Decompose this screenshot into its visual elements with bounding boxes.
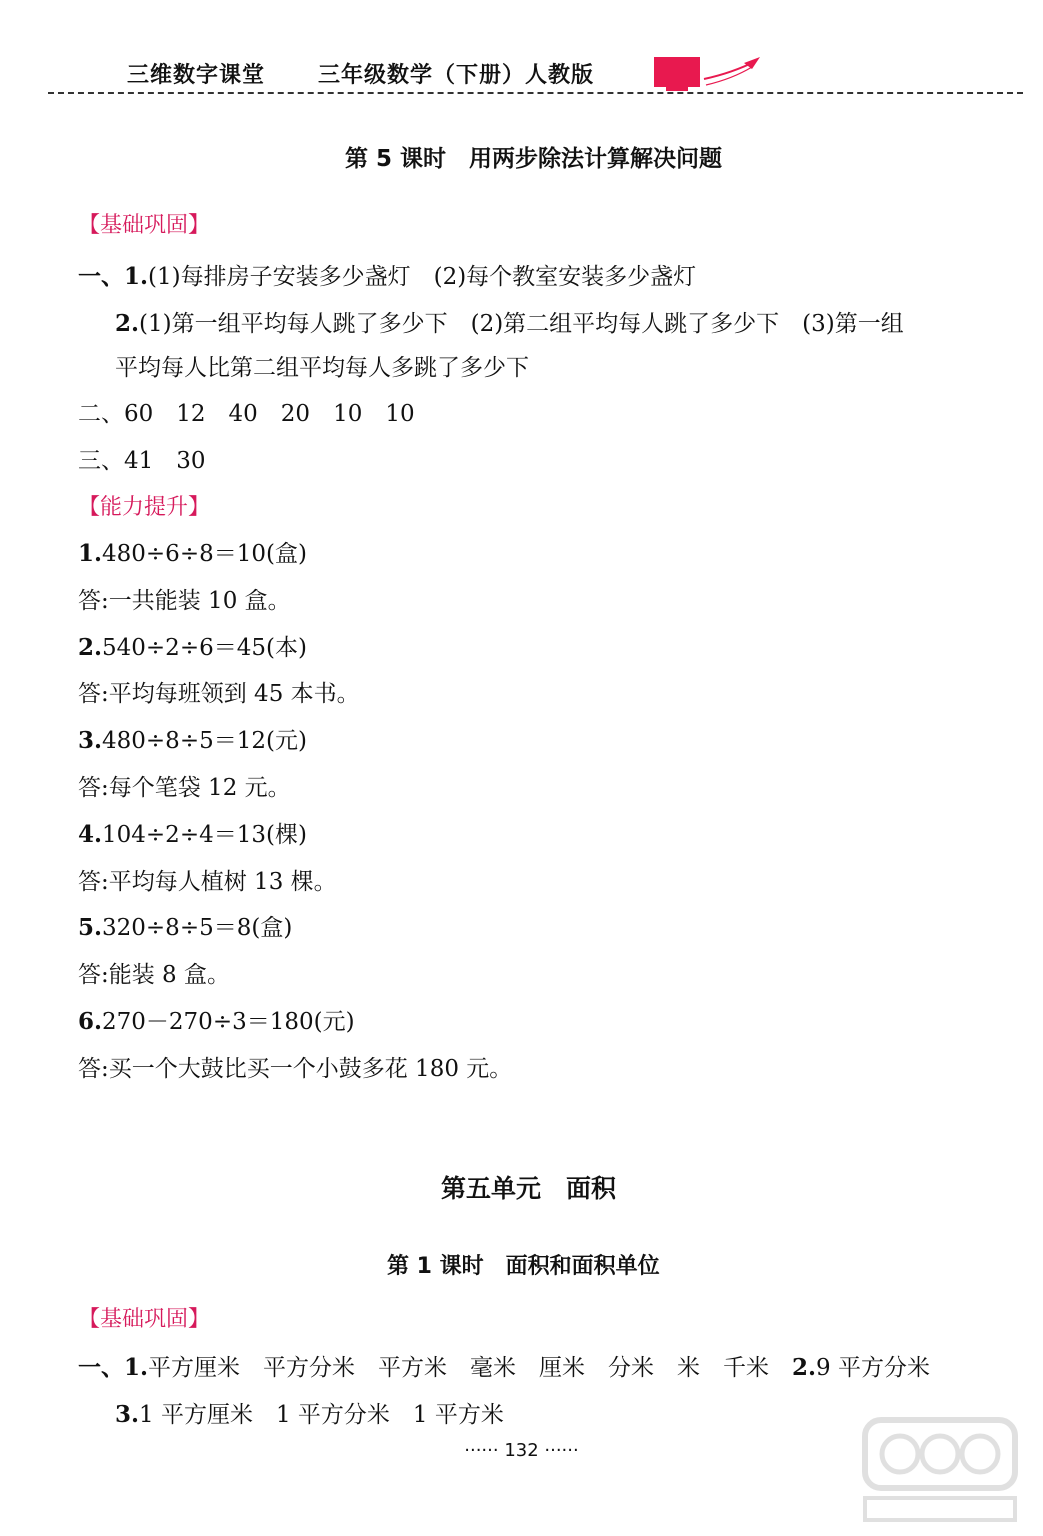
section-ability: 【能力提升】 <box>78 495 211 520</box>
answer-1-1: 一、1.(1)每排房子安装多少盏灯 (2)每个教室安装多少盏灯 <box>78 263 697 290</box>
problem-1-equation: 1.480÷6÷8＝10(盒) <box>78 540 307 567</box>
lesson-title: 第 5 课时 用两步除法计算解决问题 <box>345 146 723 172</box>
problem-2-equation: 2.540÷2÷6＝45(本) <box>78 634 307 661</box>
book-title: 三年级数学（下册）人教版 <box>318 63 595 88</box>
series-title: 三维数字课堂 <box>127 63 266 88</box>
unit-answer-1: 一、1.平方厘米 平方分米 平方米 毫米 厘米 分米 米 千米 2.9 平方分米 <box>78 1354 930 1381</box>
unit-title: 第五单元 面积 <box>441 1174 617 1203</box>
section-basic-2: 【基础巩固】 <box>78 1307 211 1332</box>
problem-6-answer: 答:买一个大鼓比买一个小鼓多花 180 元。 <box>78 1056 513 1082</box>
answer-3: 三、41 30 <box>78 448 206 474</box>
problem-4-equation: 4.104÷2÷4＝13(棵) <box>78 821 307 848</box>
page-header <box>0 0 1043 110</box>
rocket-icon <box>652 55 762 95</box>
answer-2: 二、60 12 40 20 10 10 <box>78 401 415 427</box>
answer-1-2: 2.(1)第一组平均每人跳了多少下 (2)第二组平均每人跳了多少下 (3)第一组 <box>115 310 904 337</box>
problem-6-equation: 6.270－270÷3＝180(元) <box>78 1008 355 1035</box>
problem-5-equation: 5.320÷8÷5＝8(盒) <box>78 914 293 941</box>
watermark-logo <box>855 1410 1025 1528</box>
answer-1-2-cont: 平均每人比第二组平均每人多跳了多少下 <box>115 355 529 381</box>
problem-1-answer: 答:一共能装 10 盒。 <box>78 588 291 614</box>
header-divider <box>48 92 1023 94</box>
section-basic: 【基础巩固】 <box>78 213 211 238</box>
unit-answer-3: 3.1 平方厘米 1 平方分米 1 平方米 <box>115 1401 504 1428</box>
problem-4-answer: 答:平均每人植树 13 棵。 <box>78 869 337 895</box>
unit-lesson-title: 第 1 课时 面积和面积单位 <box>387 1254 660 1279</box>
problem-3-answer: 答:每个笔袋 12 元。 <box>78 775 291 801</box>
page-number: ······ 132 ······ <box>464 1440 579 1461</box>
problem-5-answer: 答:能装 8 盒。 <box>78 962 231 988</box>
problem-3-equation: 3.480÷8÷5＝12(元) <box>78 727 307 754</box>
problem-2-answer: 答:平均每班领到 45 本书。 <box>78 681 360 707</box>
